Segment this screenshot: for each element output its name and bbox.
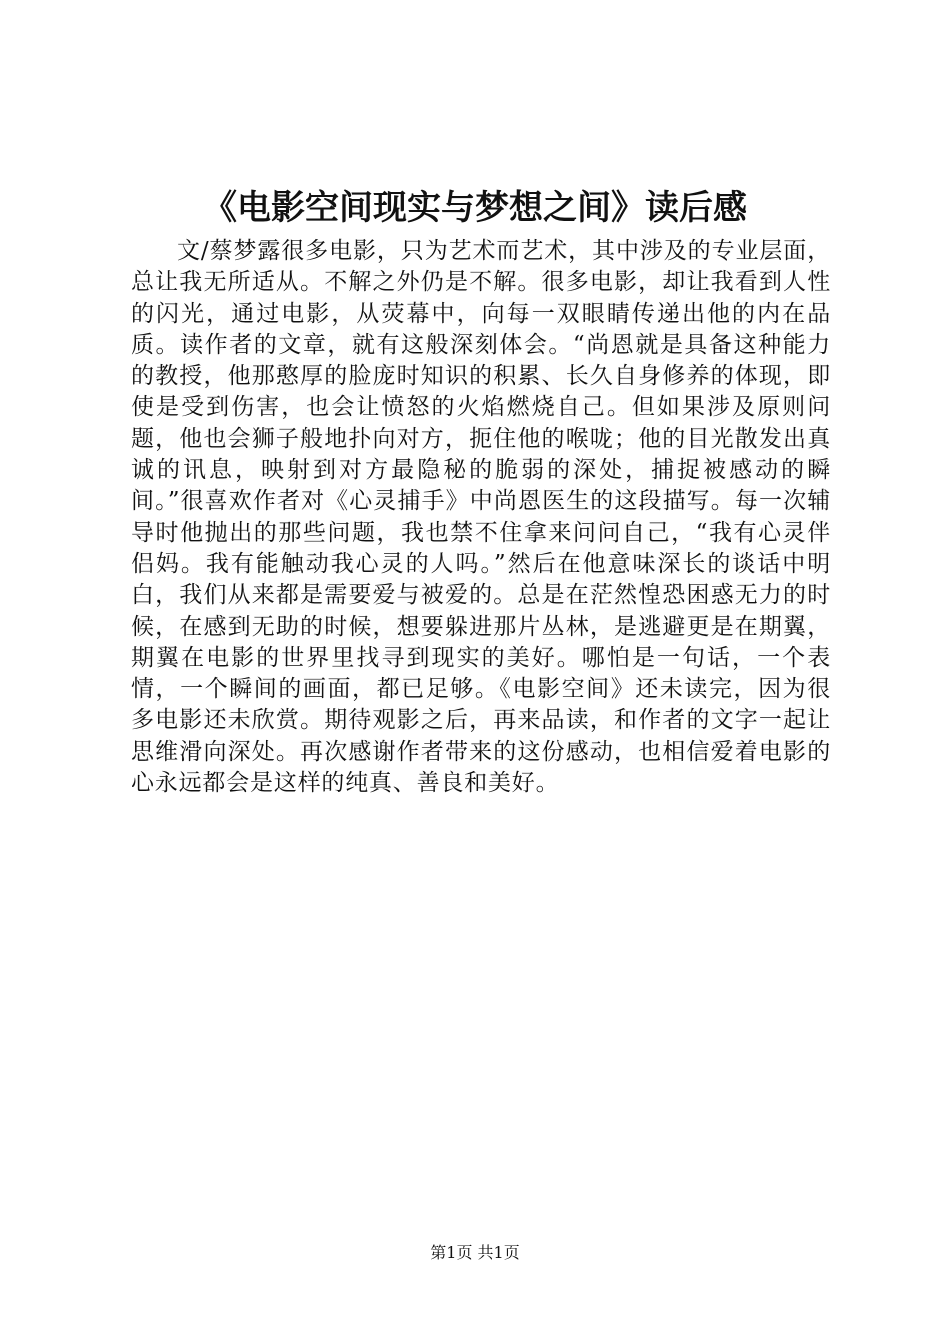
page-footer: 第1页 共1页 <box>430 1243 520 1262</box>
document-title: 《电影空间现实与梦想之间》读后感 <box>203 188 747 228</box>
document-body-paragraph: 文/蔡梦露很多电影，只为艺术而艺术，其中涉及的专业层面，总让我无所适从。不解之外仍是不解。很多电影，却让我看到人性的闪光，通过电影，从荧幕中，向每一双眼睛传递出他的内在品质。读作者的文章，就有这般深刻体会。“尚恩就是具备这种能力的教授，他那憨厚的脸庞时知识的积累、长久自身修养的体现，即使是受到伤害，也会让愤怒的火焰燃烧自己。但如果涉及原则问题，他也会狮子般地扑向对方，扼住他的喉咙；他的目光散发出真诚的讯息，映射到对方最隐秘的脆弱的深处，捕捉被感动的瞬间。”很喜欢作者对《心灵捕手》中尚恩医生的这段描写。每一次辅导时他抛出的那些问题，我也禁不住拿来问问自己，“我有心灵伴侣妈。我有能触动我心灵的人吗。”然后在他意味深长的谈话中明白，我们从来都是需要爱与被爱的。总是在茫然惶恐困惑无力的时候，在感到无助的时候，想要躲进那片丛林，是逃避更是在期翼，期翼在电影的世界里找寻到现实的美好。哪怕是一句话，一个表情，一个瞬间的画面，都已足够。《电影空间》还未读完，因为很多电影还未欣赏。期待观影之后，再来品读，和作者的文字一起让思维滑向深处。再次感谢作者带来的这份感动，也相信爱着电影的心永远都会是这样的纯真、善良和美好。 <box>131 238 831 797</box>
